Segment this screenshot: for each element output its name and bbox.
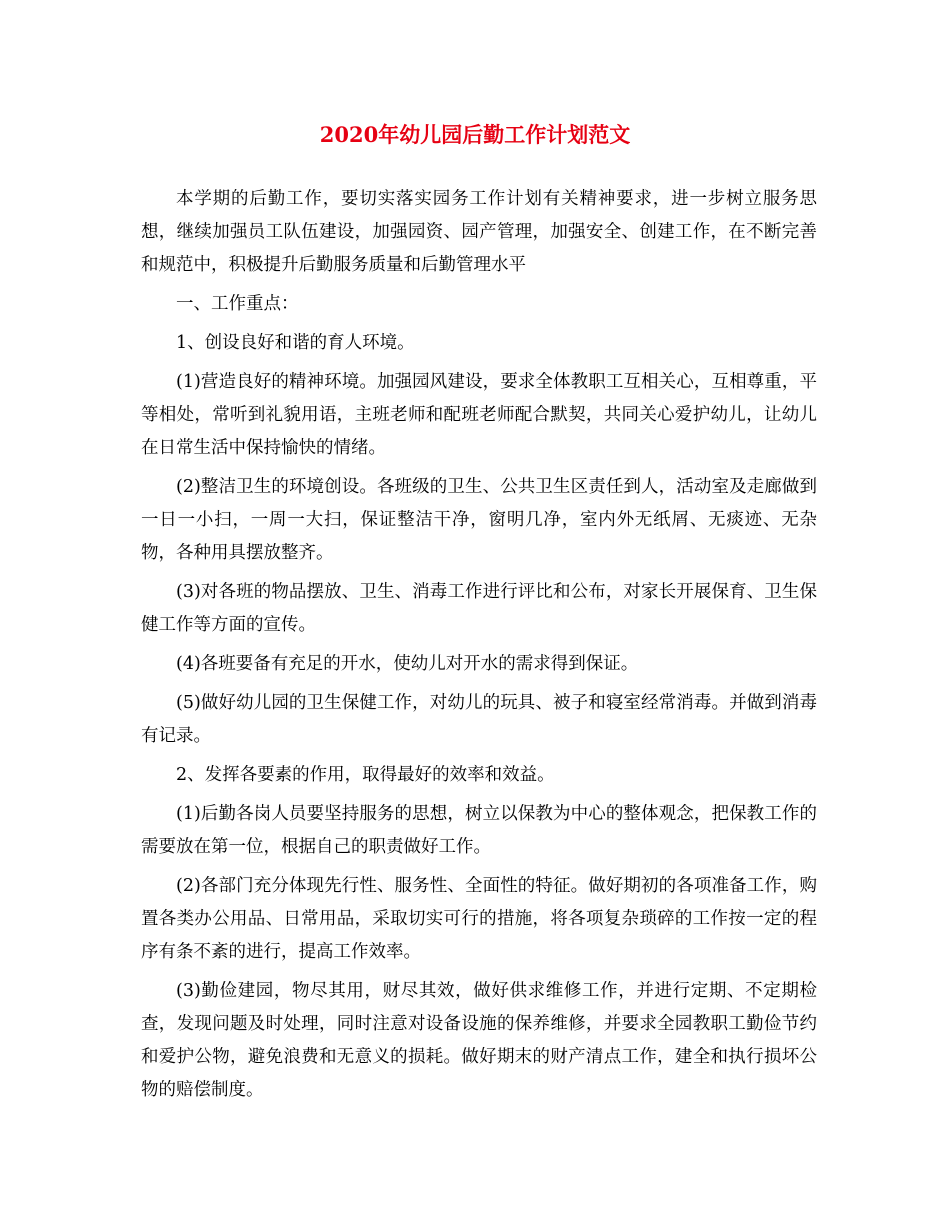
document-body [141,183,817,1113]
subheading-environment: 1、创设良好和谐的育人环境。 [176,333,415,353]
paragraph-item: (5)做好幼儿园的卫生保健工作，对幼儿的玩具、被子和寝室经常消毒。并做到消毒有记录。 [141,693,817,746]
paragraph-item: (3)勤俭建园，物尽其用，财尽其效，做好供求维修工作，并进行定期、不定期检查，发现问题及时处理，同时注意对设备设施的保养维修，并要求全园教职工勤俭节约和爱护公物，避免浪费和无意义的损耗。做好期末的财产清点工作，建全和执行损坏公物的赔偿制度。 [141,981,817,1100]
paragraph-item: (2)各部门充分体现先行性、服务性、全面性的特征。做好期初的各项准备工作，购置各类办公用品、日常用品，采取切实可行的措施，将各项复杂琐碎的工作按一定的程序有条不紊的进行，提高工作效率。 [141,876,817,962]
heading-work-focus: 一、工作重点： [176,294,299,314]
paragraph-item: (1)营造良好的精神环境。加强园风建设，要求全体教职工互相关心，互相尊重，平等相处，常听到礼貌用语，主班老师和配班老师配合默契，共同关心爱护幼儿，让幼儿在日常生活中保持愉快的情绪。 [141,372,817,458]
subheading-elements: 2、发挥各要素的作用，取得最好的效率和效益。 [176,765,555,785]
paragraph-item: (4)各班要备有充足的开水，使幼儿对开水的需求得到保证。 [176,654,639,674]
paragraph-item: (1)后勤各岗人员要坚持服务的思想，树立以保教为中心的整体观念，把保教工作的需要放在第一位，根据自己的职责做好工作。 [141,804,817,857]
paragraph-item: (2)整洁卫生的环境创设。各班级的卫生、公共卫生区责任到人，活动室及走廊做到一日一小扫，一周一大扫，保证整洁干净，窗明几净，室内外无纸屑、无痰迹、无杂物，各种用具摆放整齐。 [141,477,817,563]
paragraph-item: (3)对各班的物品摆放、卫生、消毒工作进行评比和公布，对家长开展保育、卫生保健工作等方面的宣传。 [141,582,817,635]
paragraph-intro: 本学期的后勤工作，要切实落实园务工作计划有关精神要求，进一步树立服务思想，继续加强员工队伍建设，加强园资、园产管理，加强安全、创建工作，在不断完善和规范中，积极提升后勤服务质量和后勤管理水平 [141,189,817,275]
document-title: 2020年幼儿园后勤工作计划范文 [319,122,631,147]
